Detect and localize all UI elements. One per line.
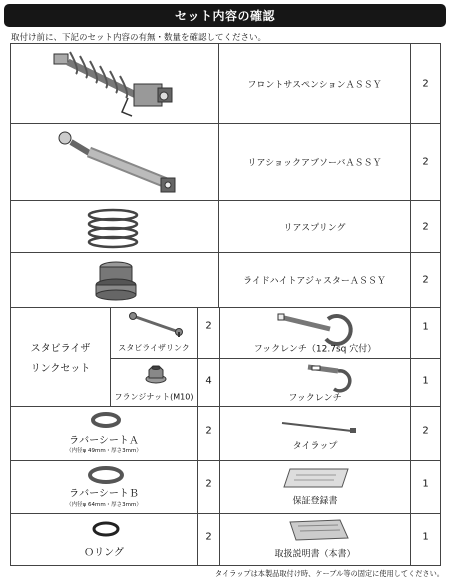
item-name: 保証登録書 (292, 496, 338, 507)
rubber-seat-a-cell (10, 406, 198, 461)
rear-shock-qty-cell (410, 123, 441, 201)
instruction-manual-icon (286, 518, 352, 542)
stabilizer-link-cell (110, 307, 198, 359)
stabilizer-link-icon (127, 312, 185, 338)
item-qty: 2 (205, 531, 212, 543)
item-qty: 1 (422, 478, 429, 490)
tie-wrap-cell (219, 406, 411, 461)
o-ring-qty-cell (197, 513, 220, 566)
hook-wrench-sq-icon (276, 311, 356, 341)
front-suspension-icon (46, 48, 186, 120)
item-spec: （内径φ 64mm・厚さ3mm） (66, 501, 142, 508)
rear-spring-icon (83, 207, 143, 249)
item-qty: 2 (205, 425, 212, 437)
ride-height-image-cell (10, 252, 219, 308)
front-suspension-name-cell (218, 43, 411, 124)
item-name: フロントサスペンションＡＳＳＹ (247, 80, 382, 90)
item-qty: 2 (205, 320, 212, 332)
hook-wrench-qty-cell (410, 358, 441, 407)
front-suspension-image-cell (10, 43, 219, 124)
rear-shock-image-cell (10, 123, 219, 201)
item-qty: 2 (422, 156, 429, 168)
hook-wrench-sq-qty-cell (410, 307, 441, 359)
flange-nut-icon (145, 364, 167, 386)
contents-table (10, 43, 441, 566)
o-ring-cell (10, 513, 198, 566)
stabilizer-link-qty-cell (197, 307, 220, 359)
item-name: フランジナット(M10) (114, 392, 194, 402)
item-qty: 1 (422, 375, 429, 387)
flange-nut-qty-cell (197, 358, 220, 407)
item-name: フックレンチ（12.7sq 穴付） (253, 344, 377, 354)
tie-wrap-icon (280, 419, 360, 435)
item-qty: 1 (422, 531, 429, 543)
o-ring-icon (91, 520, 121, 538)
flange-nut-cell (110, 358, 198, 407)
instruction-manual-cell (219, 513, 411, 566)
rubber-seat-a-icon (91, 412, 121, 428)
item-name: Ｏリング (84, 547, 124, 559)
item-qty: 2 (422, 425, 429, 437)
rear-spring-qty-cell (410, 200, 441, 253)
item-qty: 2 (422, 221, 429, 232)
item-name: 取扱説明書（本書） (274, 549, 356, 560)
rear-shock-name-cell (218, 123, 411, 201)
rear-spring-image-cell (10, 200, 219, 253)
ride-height-name-cell (218, 252, 411, 308)
item-name: スタビライザリンク (118, 343, 190, 353)
item-qty: 2 (205, 478, 212, 490)
item-name: リアスプリング (283, 223, 346, 233)
group-label-line1: スタビライザ (30, 343, 91, 355)
item-name: ラバーシートＡ (69, 435, 139, 447)
item-name: ラバーシートＢ (69, 488, 139, 500)
section-title: セット内容の確認 (4, 4, 446, 27)
item-qty: 2 (422, 78, 429, 89)
item-qty: 4 (205, 375, 212, 387)
group-label-line2: リンクセット (30, 363, 91, 375)
item-name: タイラップ (292, 441, 338, 452)
item-name: フックレンチ (288, 393, 342, 404)
rubber-seat-a-qty-cell (197, 406, 220, 461)
ride-height-qty-cell (410, 252, 441, 308)
item-qty: 2 (422, 274, 429, 286)
rubber-seat-b-icon (87, 465, 125, 485)
item-name: ライドハイトアジャスターＡＳＳＹ (243, 276, 386, 287)
hook-wrench-icon (304, 363, 364, 391)
footnote: タイラップは本製品取付け時、ケーブル等の固定に使用してください。 (214, 569, 444, 578)
item-name: リアショックアブソーバＡＳＳＹ (247, 158, 382, 169)
item-spec: （内径φ 49mm・厚さ3mm） (66, 448, 142, 455)
instruction-manual-qty-cell (410, 513, 441, 566)
warranty-card-icon (282, 467, 352, 489)
tie-wrap-qty-cell (410, 406, 441, 461)
rear-shock-absorber-icon (51, 128, 181, 198)
intro-text: 取付け前に、下記のセット内容の有無・数量を確認してください。 (11, 33, 267, 43)
warranty-card-cell (219, 460, 411, 514)
warranty-card-qty-cell (410, 460, 441, 514)
hook-wrench-sq-cell (219, 307, 411, 359)
ride-height-adjuster-icon (91, 259, 141, 303)
front-suspension-qty-cell (410, 43, 441, 124)
item-qty: 1 (422, 321, 429, 333)
rear-spring-name-cell (218, 200, 411, 253)
hook-wrench-cell (219, 358, 411, 407)
rubber-seat-b-qty-cell (197, 460, 220, 514)
rubber-seat-b-cell (10, 460, 198, 514)
stabilizer-group-label-cell (10, 307, 111, 407)
